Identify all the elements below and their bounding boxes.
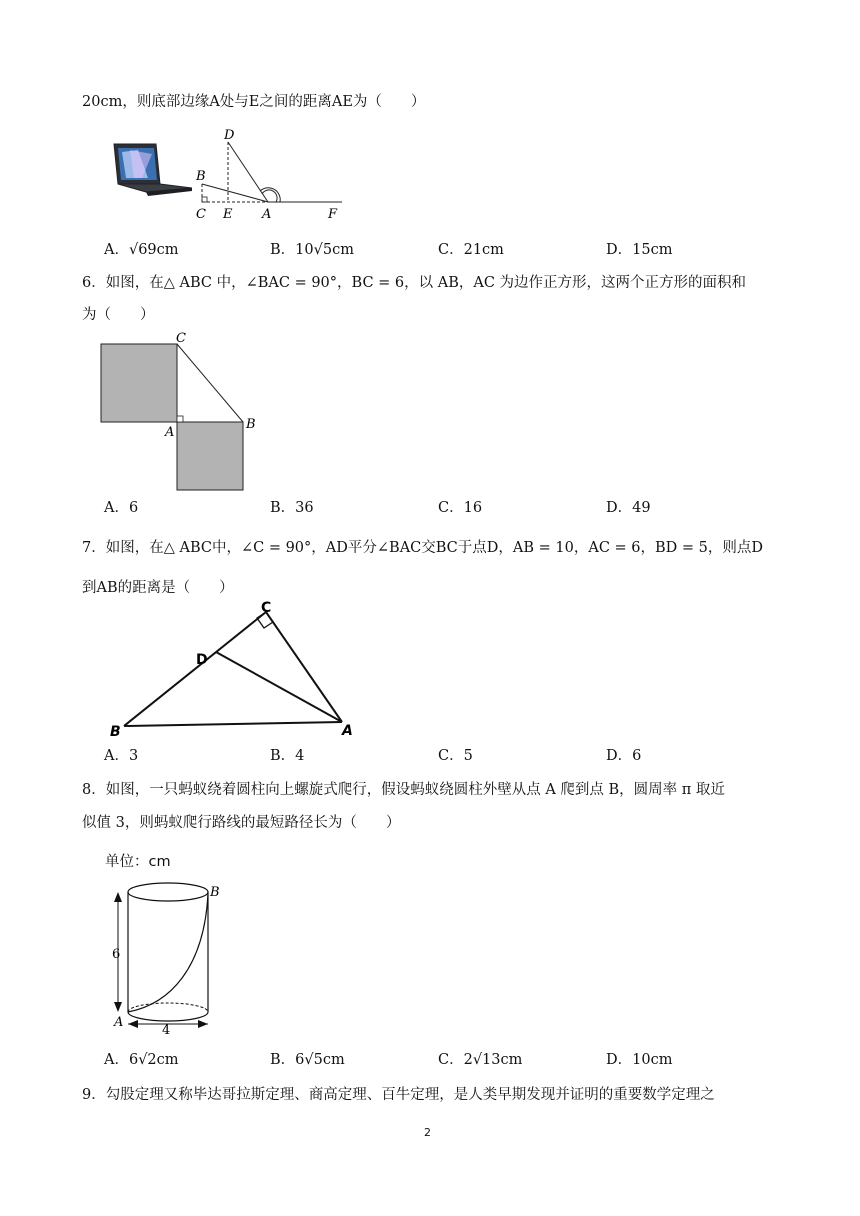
q5-label-a: A bbox=[262, 207, 272, 222]
q6-label-b: B bbox=[246, 417, 256, 432]
q8-stem-line-2: 似值 3，则蚂蚁爬行路线的最短路径长为（ ） bbox=[82, 815, 401, 831]
q6-option-a: A．6 bbox=[104, 500, 139, 516]
q8-option-a: A．6√2cm bbox=[104, 1052, 179, 1068]
q6-option-d: D．49 bbox=[606, 500, 651, 516]
q5-figure bbox=[192, 128, 352, 222]
q7-stem-line-1: 7．如图，在△ ABC中，∠C = 90°，AD平分∠BAC交BC于点D，AB = 10，AC = 6，BD = 5，则点D bbox=[82, 540, 764, 556]
q8-stem-line-1: 8．如图，一只蚂蚁绕着圆柱向上螺旋式爬行，假设蚂蚁绕圆柱外壁从点 A 爬到点 B，圆周率 π 取近 bbox=[82, 782, 725, 798]
q5-label-b: B bbox=[196, 169, 206, 184]
q5-label-e: E bbox=[223, 207, 233, 222]
q5-option-c: C．21cm bbox=[438, 242, 504, 258]
q8-height-label: 6 bbox=[112, 947, 121, 962]
laptop-image bbox=[108, 140, 194, 200]
q7-label-d: D bbox=[196, 652, 208, 668]
q9-stem-line-1: 9．勾股定理又称毕达哥拉斯定理、商高定理、百牛定理，是人类早期发现并证明的重要数学定理之 bbox=[82, 1087, 715, 1103]
q5-option-b: B．10√5cm bbox=[270, 242, 354, 258]
q5-stem-end: 20cm，则底部边缘A处与E之间的距离AE为（ ） bbox=[82, 94, 426, 110]
q8-unit-label: 单位：cm bbox=[105, 854, 171, 870]
q7-label-b: B bbox=[110, 724, 121, 740]
q5-label-f: F bbox=[328, 207, 338, 222]
q7-label-a: A bbox=[342, 723, 353, 739]
q8-option-b: B．6√5cm bbox=[270, 1052, 345, 1068]
q8-option-c: C．2√13cm bbox=[438, 1052, 523, 1068]
q7-option-b: B．4 bbox=[270, 748, 305, 764]
q6-option-b: B．36 bbox=[270, 500, 314, 516]
q6-label-c: C bbox=[176, 331, 186, 346]
q8-option-d: D．10cm bbox=[606, 1052, 673, 1068]
q6-label-a: A bbox=[165, 425, 175, 440]
q7-option-a: A．3 bbox=[104, 748, 139, 764]
q7-figure bbox=[106, 598, 362, 740]
q5-label-d: D bbox=[224, 128, 235, 143]
q6-stem-line-2: 为（ ） bbox=[82, 307, 155, 323]
q8-width-label: 4 bbox=[162, 1023, 171, 1036]
q5-label-c: C bbox=[196, 207, 206, 222]
q6-option-c: C．16 bbox=[438, 500, 483, 516]
page-number: 2 bbox=[424, 1126, 431, 1139]
q8-label-a: A bbox=[114, 1015, 124, 1030]
q7-label-c: C bbox=[261, 600, 272, 616]
q7-option-d: D．6 bbox=[606, 748, 642, 764]
q5-option-a: A．√69cm bbox=[104, 242, 179, 258]
q8-cylinder-figure bbox=[100, 876, 230, 1036]
q6-figure bbox=[96, 330, 266, 494]
q5-option-d: D．15cm bbox=[606, 242, 673, 258]
q6-stem-line-1: 6．如图，在△ ABC 中，∠BAC = 90°，BC = 6，以 AB，AC 为边作正方形，这两个正方形的面积和 bbox=[82, 275, 747, 291]
q7-option-c: C．5 bbox=[438, 748, 473, 764]
q7-stem-line-2: 到AB的距离是（ ） bbox=[82, 580, 234, 596]
q8-label-b: B bbox=[210, 885, 220, 900]
